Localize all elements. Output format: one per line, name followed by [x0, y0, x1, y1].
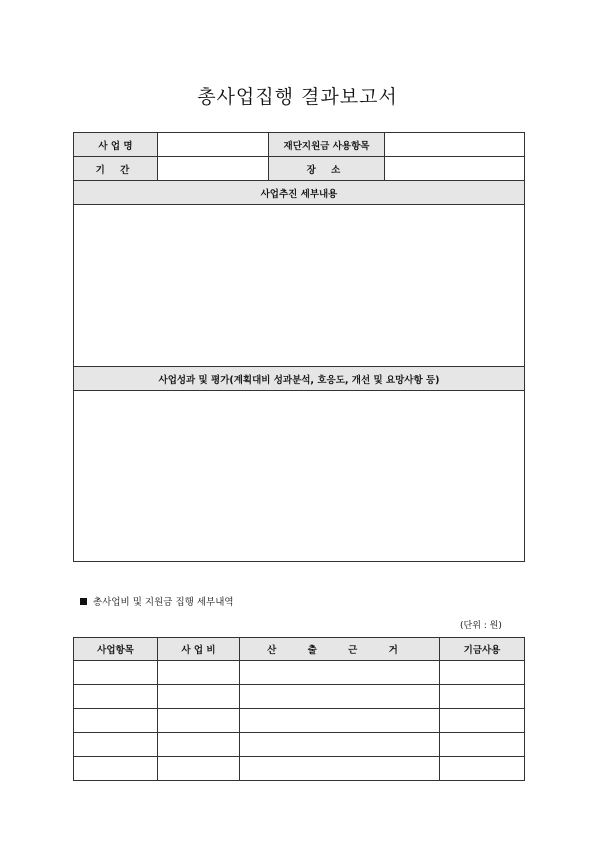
place-label: 장 소 — [269, 157, 385, 181]
table-cell[interactable] — [240, 661, 440, 685]
fund-item-label: 재단지원금 사용항목 — [269, 133, 385, 157]
table-cell[interactable] — [440, 757, 525, 781]
table-row — [74, 685, 525, 709]
table-cell[interactable] — [74, 757, 158, 781]
evaluation-header: 사업성과 및 평가(계획대비 성과분석, 호응도, 개선 및 요망사항 등) — [74, 367, 525, 391]
square-bullet-icon — [80, 598, 87, 605]
col-header-fund: 기금사용 — [440, 638, 525, 661]
place-field[interactable] — [385, 157, 525, 181]
business-name-field[interactable] — [158, 133, 269, 157]
table-row — [74, 661, 525, 685]
col-header-basis: 산 출 근 거 — [240, 638, 440, 661]
table-cell[interactable] — [240, 757, 440, 781]
info-table — [73, 132, 525, 562]
table-cell[interactable] — [158, 733, 240, 757]
col-header-item: 사업항목 — [74, 638, 158, 661]
business-name-label: 사 업 명 — [74, 133, 158, 157]
budget-section-heading — [80, 594, 234, 608]
table-cell[interactable] — [158, 757, 240, 781]
table-cell[interactable] — [440, 733, 525, 757]
table-cell[interactable] — [158, 661, 240, 685]
evaluation-body[interactable] — [74, 391, 525, 562]
table-row — [74, 709, 525, 733]
table-cell[interactable] — [158, 685, 240, 709]
col-header-cost: 사 업 비 — [158, 638, 240, 661]
table-cell[interactable] — [440, 685, 525, 709]
unit-note: (단위 : 원) — [460, 621, 502, 631]
document-title: 총사업집행 결과보고서 — [197, 86, 398, 108]
fund-item-field[interactable] — [385, 133, 525, 157]
table-cell[interactable] — [440, 661, 525, 685]
table-cell[interactable] — [74, 733, 158, 757]
table-cell[interactable] — [74, 709, 158, 733]
table-cell[interactable] — [440, 709, 525, 733]
budget-heading-text: 총사업비 및 지원금 집행 세부내역 — [93, 597, 234, 608]
table-cell[interactable] — [240, 685, 440, 709]
table-cell[interactable] — [74, 661, 158, 685]
details-body[interactable] — [74, 205, 525, 367]
table-row — [74, 757, 525, 781]
table-cell[interactable] — [158, 709, 240, 733]
budget-table — [73, 637, 525, 781]
table-cell[interactable] — [240, 733, 440, 757]
period-field[interactable] — [158, 157, 269, 181]
table-row — [74, 733, 525, 757]
period-label: 기 간 — [74, 157, 158, 181]
table-cell[interactable] — [74, 685, 158, 709]
details-header: 사업추진 세부내용 — [74, 181, 525, 205]
table-cell[interactable] — [240, 709, 440, 733]
